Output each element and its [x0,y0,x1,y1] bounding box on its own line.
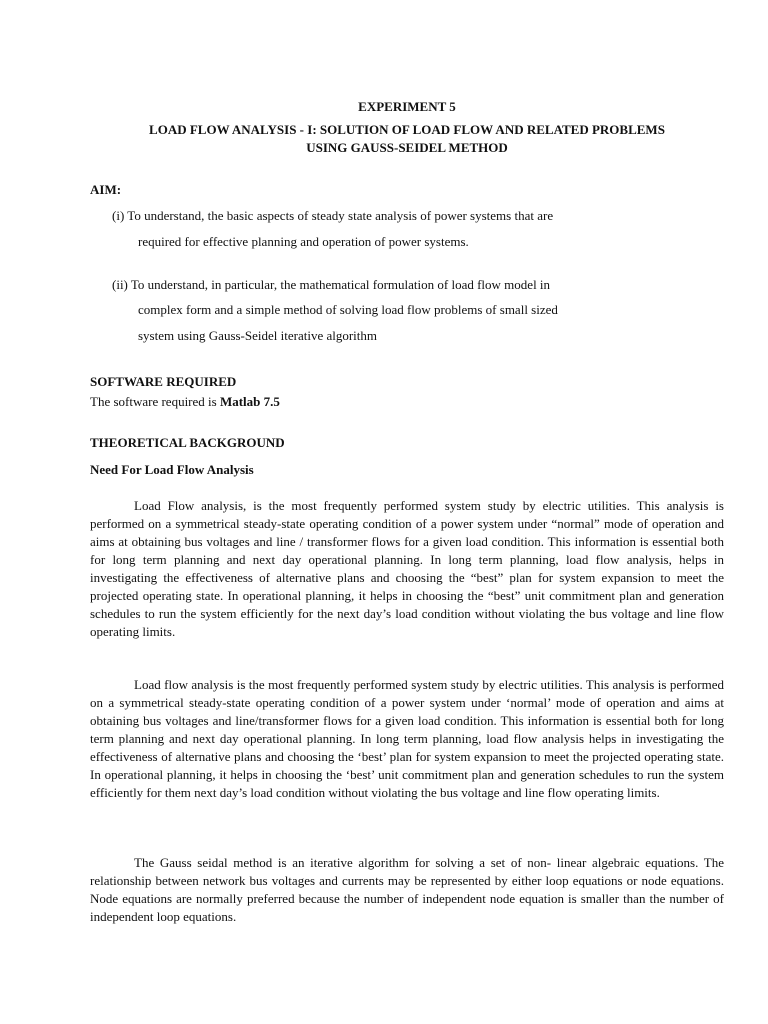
theory-paragraph-1: Load Flow analysis, is the most frequently performed system study by electric utilities. This analysis is performed on a symmetrical steady-state operating condition of a power system under “normal” mode of operation and aims at obtaining bus voltages and line / transformer flows for a given load condition. This information is essential both for long term planning and next day operational planning. In long term planning, load flow analysis, helps in investigating the effectiveness of alternative plans and choosing the “best” plan for system expansion to meet the projected operating state. In operational planning, it helps in choosing the “best” unit commitment plan and generation schedules to run the system efficiently for the next day’s load condition without violating the bus voltage and line flow operating limits. [90,498,724,639]
theory-subheading: Need For Load Flow Analysis [90,462,254,477]
aim-item1-line2: required for effective planning and operation of power systems. [138,234,469,249]
theory-paragraph-2: Load flow analysis is the most frequently performed system study by electric utilities. This analysis is performed on a symmetrical steady-state operating condition of a power system under ‘normal’ mode of operation and aims at obtaining bus voltages and line/transformer flows for a given load condition. This information is essential both for long term planning and next day operational planning. In long term planning, load flow analysis helps in investigating the effectiveness of alternative plans and choosing the ‘best’ plan for system expansion to meet the projected operating state. In operational planning, it helps in choosing the ‘best’ unit commitment plan and generation schedules to run the system efficiently for them next day’s load condition without violating the bus voltage and line flow operating limits. [90,677,724,800]
aim-item2-line3: system using Gauss-Seidel iterative algorithm [138,328,378,343]
theory-paragraph-3: The Gauss seidal method is an iterative algorithm for solving a set of non- linear algebraic equations. The relationship between network bus voltages and currents may be represented by either loop equations or node equations. Node equations are normally preferred because the number of independent node equation is smaller than the number of independent loop equations. [90,855,724,924]
experiment-title-line2: USING GAUSS-SEIDEL METHOD [306,140,508,155]
aim-item1-line1: (i) To understand, the basic aspects of steady state analysis of power systems that are [112,208,554,223]
experiment-title-line1: LOAD FLOW ANALYSIS - I: SOLUTION OF LOAD FLOW AND RELATED PROBLEMS [149,122,665,137]
aim-item2-line2: complex form and a simple method of solving load flow problems of small sized [138,302,558,317]
experiment-number: EXPERIMENT 5 [358,99,456,114]
software-text [90,393,280,411]
software-name: Matlab 7.5 [219,394,280,409]
software-text-prefix: The software required is [90,394,220,409]
theory-heading: THEORETICAL BACKGROUND [90,435,285,450]
aim-item2-line1: (ii) To understand, in particular, the mathematical formulation of load flow model in [112,277,551,292]
software-heading: SOFTWARE REQUIRED [90,374,237,389]
aim-heading: AIM: [90,182,122,197]
